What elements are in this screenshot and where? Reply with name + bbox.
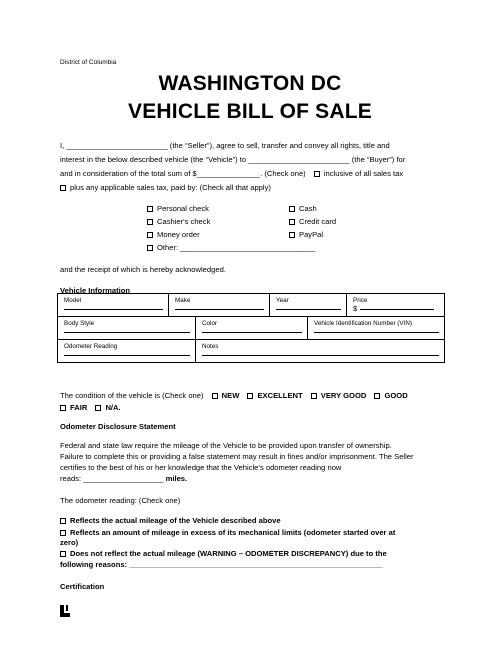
disclosure-line-4 [60, 474, 187, 483]
condition-fair-label: FAIR [70, 403, 88, 412]
inclusive-tax-checkbox[interactable] [314, 171, 320, 177]
vehicle-info-table [57, 293, 445, 363]
price-field-line [360, 309, 434, 310]
paypal-checkbox[interactable] [289, 232, 295, 238]
price-dollar-sign: $ [353, 304, 358, 313]
following-reasons-field[interactable]: following reasons: ____________________________________________________________ [60, 560, 383, 569]
excess-mileage-checkbox[interactable] [60, 530, 66, 536]
personal-check-label: Personal check [157, 204, 209, 213]
model-cell[interactable] [58, 294, 169, 317]
condition-new-label: NEW [221, 391, 240, 400]
model-field-line [64, 309, 163, 310]
receipt-text: and the receipt of which is hereby acknowledged. [60, 265, 226, 274]
model-label: Model [64, 297, 82, 304]
excess-mileage-label: Reflects an amount of mileage in excess of its mechanical limits (odometer started over at [70, 528, 396, 537]
color-cell[interactable] [196, 317, 308, 340]
odometer-option-3 [60, 549, 387, 558]
make-field-line [175, 309, 264, 310]
payment-option-money-order [147, 230, 200, 239]
plus-tax-checkbox[interactable] [60, 185, 66, 191]
condition-good-label: GOOD [384, 391, 408, 400]
disclosure-line-3: certifies to the best of his or her knowledge that the Vehicle’s odometer reading now [60, 463, 342, 472]
odometer-field-line [64, 355, 190, 356]
odometer-disclosure-heading: Odometer Disclosure Statement [60, 422, 176, 431]
reads-field[interactable]: reads: ___________________ [60, 474, 164, 483]
inclusive-tax-label: inclusive of all sales tax [323, 169, 404, 178]
not-actual-mileage-checkbox[interactable] [60, 551, 66, 557]
plus-tax-label: plus any applicable sales tax, paid by: (Check all that apply) [70, 183, 271, 192]
intro-line-4 [60, 183, 271, 192]
odometer-cell[interactable] [58, 340, 196, 363]
body-style-field-line [64, 332, 190, 333]
not-actual-mileage-label: Does not reflect the actual mileage (WARNING – ODOMETER DISCREPANCY) due to the [70, 549, 387, 558]
payment-option-cashiers-check [147, 217, 210, 226]
intro-line-2: interest in the below described vehicle (the “Vehicle”) to ________________________ (the “Buyer”) for [60, 155, 406, 164]
vin-cell[interactable] [308, 317, 445, 340]
condition-na-checkbox[interactable] [95, 405, 101, 411]
disclosure-line-2: Failure to complete this or providing a false statement may result in fines and/or imprisonment. The Seller [60, 452, 414, 461]
payment-option-personal-check [147, 204, 209, 213]
cash-checkbox[interactable] [289, 206, 295, 212]
paypal-label: PayPal [299, 230, 324, 239]
money-order-checkbox[interactable] [147, 232, 153, 238]
vehicle-info-heading: Vehicle Information [60, 286, 131, 295]
money-order-label: Money order [157, 230, 200, 239]
condition-line-2 [60, 403, 121, 412]
make-label: Make [175, 297, 191, 304]
color-field-line [202, 332, 302, 333]
body-style-label: Body Style [64, 320, 95, 327]
year-field-line [276, 309, 341, 310]
other-label: Other: ________________________________ [157, 243, 316, 252]
notes-field-line [202, 355, 439, 356]
color-label: Color [202, 320, 218, 327]
cash-label: Cash [299, 204, 317, 213]
condition-very-good-label: VERY GOOD [320, 391, 367, 400]
title-line-1: WASHINGTON DC [158, 72, 342, 95]
intro-line-3-text: and in consideration of the total sum of $_______________. (Check one) [60, 169, 306, 178]
condition-excellent-checkbox[interactable] [247, 393, 253, 399]
credit-card-checkbox[interactable] [289, 219, 295, 225]
odometer-label: Odometer Reading [64, 343, 118, 350]
personal-check-checkbox[interactable] [147, 206, 153, 212]
odometer-option-2 [60, 528, 395, 537]
vin-field-line [314, 332, 439, 333]
intro-line-1: I, ________________________ (the “Seller”), agree to sell, transfer and convey all rights, title and [60, 141, 390, 150]
price-label: Price [353, 297, 368, 304]
condition-good-checkbox[interactable] [374, 393, 380, 399]
body-style-cell[interactable] [58, 317, 196, 340]
condition-new-checkbox[interactable] [212, 393, 218, 399]
condition-line-1 [60, 391, 408, 400]
condition-fair-checkbox[interactable] [60, 405, 66, 411]
state-label: District of Columbia [60, 59, 117, 66]
year-cell[interactable] [270, 294, 347, 317]
year-label: Year [276, 297, 289, 304]
condition-very-good-checkbox[interactable] [311, 393, 317, 399]
intro-line-3 [60, 169, 403, 178]
actual-mileage-label: Reflects the actual mileage of the Vehicle described above [70, 516, 281, 525]
cashiers-check-checkbox[interactable] [147, 219, 153, 225]
price-cell[interactable] [347, 294, 445, 317]
payment-option-paypal [289, 230, 323, 239]
payment-option-other [147, 243, 315, 252]
title-line-2: VEHICLE BILL OF SALE [128, 100, 372, 123]
condition-excellent-label: EXCELLENT [257, 391, 303, 400]
credit-card-label: Credit card [299, 217, 337, 226]
odometer-reading-prompt: The odometer reading: (Check one) [60, 496, 181, 505]
notes-label: Notes [202, 343, 219, 350]
actual-mileage-checkbox[interactable] [60, 518, 66, 524]
notes-cell[interactable] [196, 340, 445, 363]
miles-label: miles. [165, 474, 188, 483]
disclosure-line-1: Federal and state law require the mileage of the Vehicle to be provided upon transfer of ownership. [60, 441, 392, 450]
cashiers-check-label: Cashier's check [157, 217, 211, 226]
other-checkbox[interactable] [147, 245, 153, 251]
payment-option-cash [289, 204, 317, 213]
odometer-option-2-cont: zero) [60, 538, 79, 547]
payment-option-credit-card [289, 217, 336, 226]
odometer-option-1 [60, 516, 281, 525]
make-cell[interactable] [169, 294, 270, 317]
condition-label: The condition of the vehicle is (Check one) [60, 391, 204, 400]
certification-heading: Certification [60, 582, 105, 591]
legal-templates-logo-icon [60, 605, 70, 617]
condition-na-label: N/A. [105, 403, 121, 412]
vin-label: Vehicle Identification Number (VIN) [314, 320, 412, 327]
